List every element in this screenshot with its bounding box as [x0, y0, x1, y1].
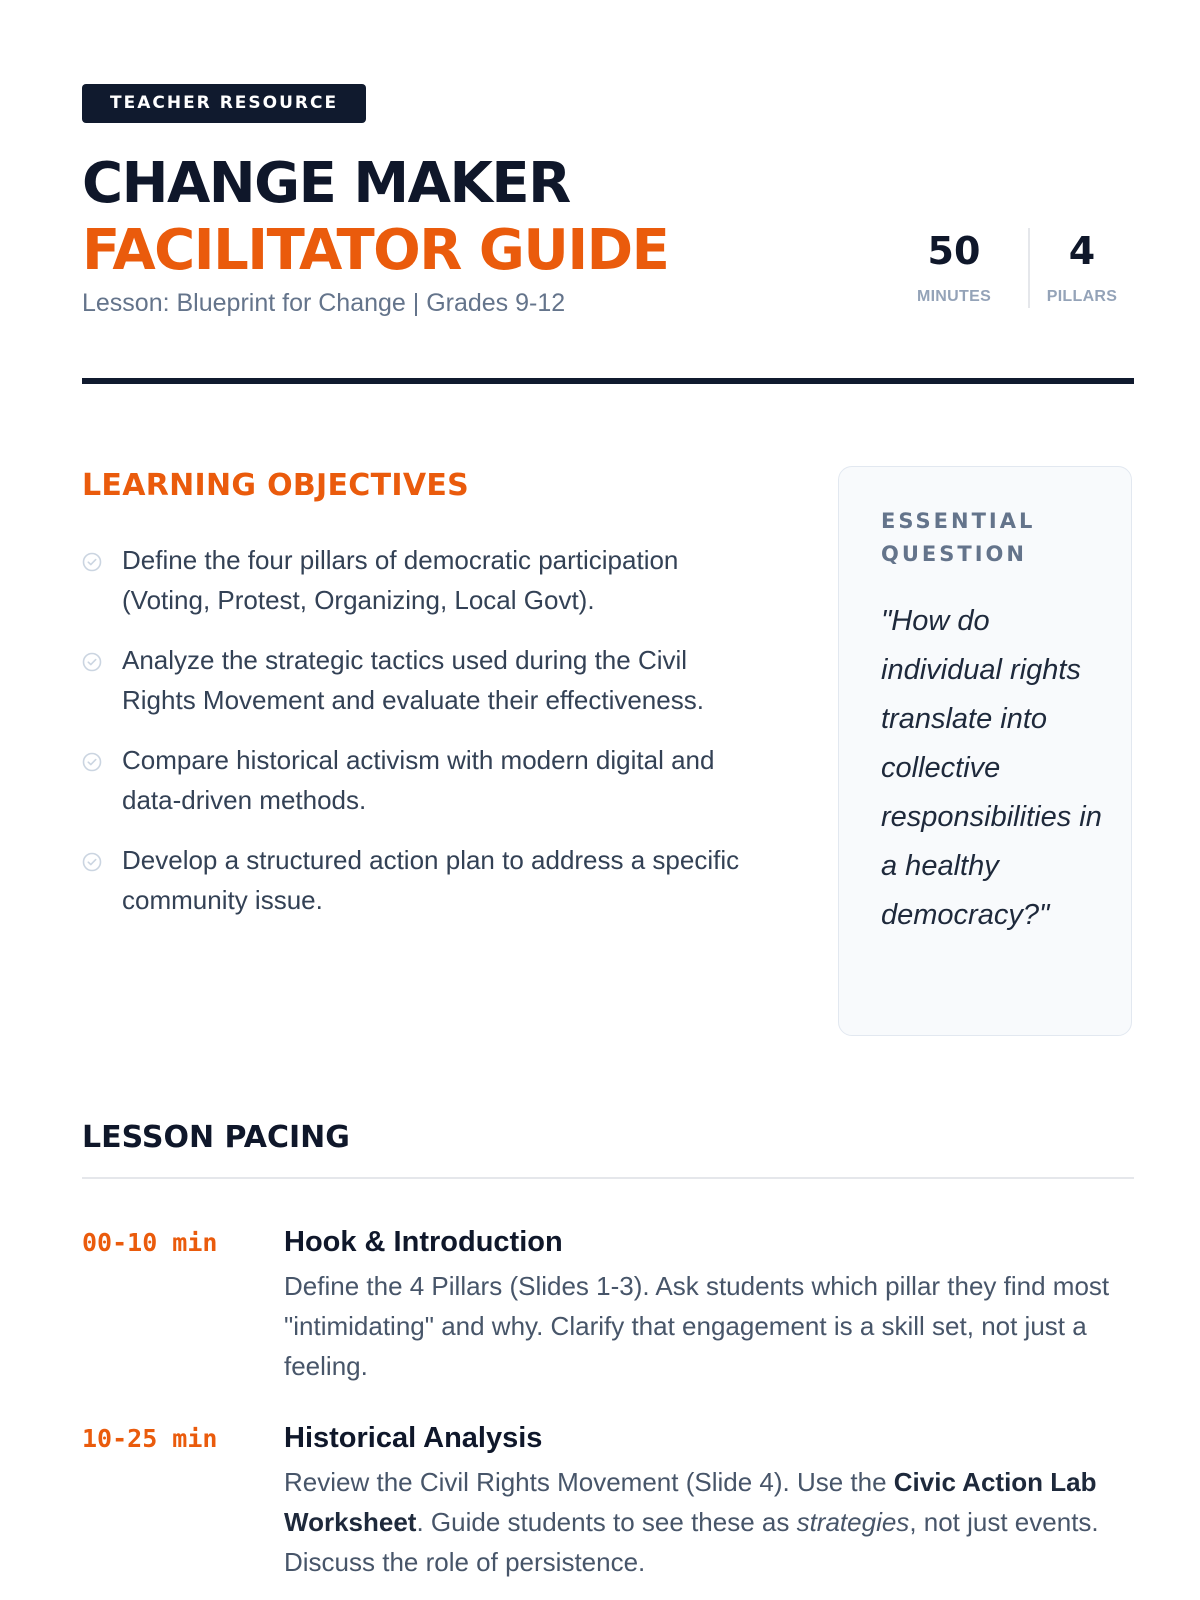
- header-divider: [82, 378, 1134, 384]
- pacing-time: 10-25 min: [82, 1424, 218, 1453]
- essential-question-label-line-2: QUESTION: [881, 542, 1027, 566]
- lesson-subtitle: Lesson: Blueprint for Change | Grades 9-12: [82, 289, 566, 317]
- essential-question-card: [838, 466, 1132, 1036]
- stat-pillars-label: PILLARS: [1046, 288, 1118, 305]
- essential-question-text: "How do individual rights translate into collective responsibilities in a healthy democracy?": [881, 605, 1102, 931]
- check-circle-icon: [82, 652, 104, 677]
- check-circle-icon: [82, 552, 104, 577]
- pacing-title: Historical Analysis: [284, 1422, 543, 1454]
- objective-text: Define the four pillars of democratic participation (Voting, Protest, Organizing, Local Govt).: [122, 545, 679, 615]
- pacing-divider: [82, 1177, 1134, 1179]
- stat-pillars: [1028, 228, 1134, 308]
- pacing-body: [284, 1222, 1134, 1386]
- check-circle-icon: [82, 752, 104, 777]
- teacher-resource-badge: TEACHER RESOURCE: [82, 84, 366, 123]
- list-item: [82, 540, 762, 620]
- objective-text: Analyze the strategic tactics used during the Civil Rights Movement and evaluate their effectiveness.: [122, 645, 704, 715]
- lesson-stats: [902, 228, 1134, 308]
- objectives-heading: LEARNING OBJECTIVES: [82, 468, 470, 503]
- pacing-description: Define the 4 Pillars (Slides 1-3). Ask students which pillar they find most "intimidating" and why. Clarify that engagement is a skill set, not just a feeling.: [284, 1271, 1110, 1381]
- list-item: [82, 740, 762, 820]
- pacing-desc-text: . Guide students to see these as: [416, 1507, 797, 1537]
- stat-minutes-label: MINUTES: [916, 288, 992, 305]
- worksheet-name: Civic Action Lab Worksheet: [284, 1467, 1097, 1537]
- pacing-body: [284, 1418, 1134, 1582]
- pacing-description: [284, 1462, 1134, 1582]
- essential-question-label-line-1: ESSENTIAL: [881, 509, 1036, 533]
- facilitator-guide-page: [82, 0, 1134, 1600]
- page-title-line-1: CHANGE MAKER: [82, 151, 570, 216]
- list-item: [82, 840, 762, 920]
- list-item: [82, 640, 762, 720]
- stat-pillars-value: 4: [1068, 229, 1096, 273]
- pacing-time: 00-10 min: [82, 1228, 218, 1257]
- essential-question-label: [881, 505, 1103, 571]
- check-circle-icon: [82, 852, 104, 877]
- pacing-desc-text: Review the Civil Rights Movement (Slide 4). Use the: [284, 1467, 894, 1497]
- pacing-heading: LESSON PACING: [82, 1120, 350, 1155]
- pacing-desc-text: , not just events. Discuss the role of persistence.: [284, 1507, 1099, 1577]
- stat-minutes: [902, 228, 1006, 308]
- objective-text: Develop a structured action plan to address a specific community issue.: [122, 845, 740, 915]
- pacing-title: Hook & Introduction: [284, 1226, 563, 1258]
- page-title-line-2: FACILITATOR GUIDE: [82, 218, 669, 283]
- objectives-list: [82, 540, 762, 940]
- emphasis-text: strategies: [796, 1507, 910, 1537]
- objective-text: Compare historical activism with modern digital and data-driven methods.: [122, 745, 715, 815]
- stat-minutes-value: 50: [927, 229, 981, 273]
